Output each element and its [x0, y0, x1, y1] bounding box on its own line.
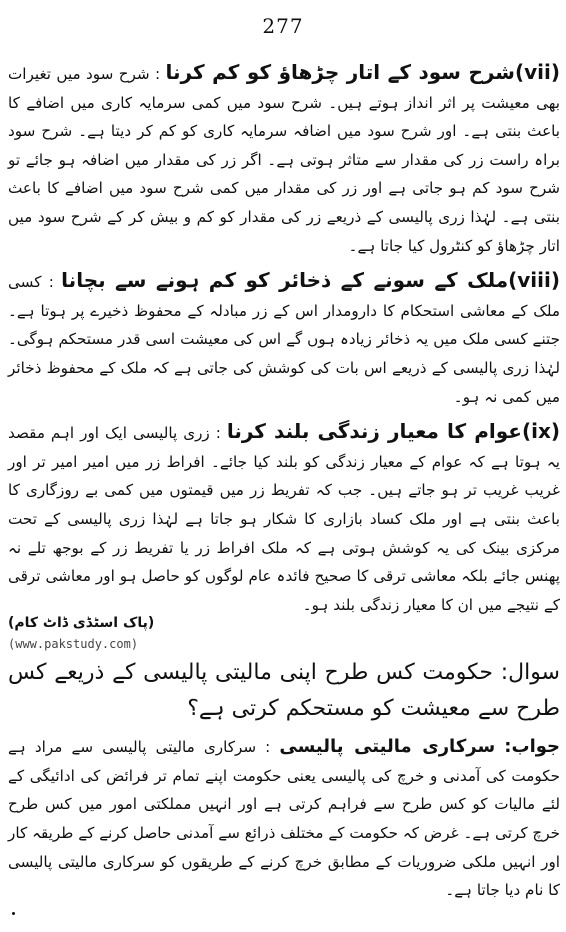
section-body: کسی ملک کے معاشی استحکام کا دارومدار اس کے زر مبادلہ کے محفوظ ذخیرے پر ہوتا ہے۔ جتنے کسی ملک میں یہ ذخائر زیادہ ہوں گے اس کی معیشت اسی قدر مستحکم ہوگی۔ لہٰذا زری پالیسی کے ذریعے اس بات کی کوشش کی جاتی ہے کہ ملک کے محفوظ ذخائر میں کمی نہ ہو۔ — [8, 273, 560, 406]
section-vii — [8, 58, 560, 260]
section-viii — [8, 266, 560, 411]
answer-body: سرکاری مالیتی پالیسی سے مراد ہے حکومت کی آمدنی و خرچ کی پالیسی یعنی حکومت اپنے تمام تر فرائض کی ادائیگی کے لئے مالیات کو کس طرح سے فراہم کرتی ہے اور انہیں مملکتی امور میں کس طرح خرچ کرتی ہے۔ غرض کہ حکومت کے مختلف ذرائع سے آمدنی حاصل کرنے کے طریقہ کار اور انہیں ملکی ضروریات کے مطابق خرچ کرنے کے طریقوں کو سرکاری مالیتی پالیسی کا نام دیا جاتا ہے۔ — [8, 738, 560, 900]
page-dot — [12, 912, 15, 915]
section-ix — [8, 417, 560, 631]
section-heading — [227, 419, 560, 443]
section-number: (ix) — [521, 419, 561, 444]
source-tag: (پاک اسٹڈی ڈاٹ کام) — [8, 615, 155, 632]
section-heading — [61, 268, 560, 292]
section-paragraph — [8, 417, 560, 619]
question — [8, 655, 560, 727]
section-heading-text: عوام کا معیار زندگی بلند کرنا — [226, 419, 522, 444]
answer-colon: : — [256, 738, 271, 757]
answer-heading: سرکاری مالیتی پالیسی — [279, 736, 496, 758]
section-colon: : — [41, 273, 54, 292]
section-colon: : — [149, 65, 161, 83]
section-paragraph — [8, 58, 560, 260]
section-number: (viii) — [508, 268, 561, 293]
section-heading — [166, 60, 561, 84]
section-heading-text: شرح سود کے اتار چڑھاؤ کو کم کرنا — [165, 60, 515, 84]
section-body: زری پالیسی ایک اور اہم مقصد یہ ہوتا ہے کہ عوام کے معیار زندگی کو بلند کیا جائے۔ افراط زر میں امیر امیر تر اور غریب غریب تر ہو جاتے ہیں۔ جب کہ تفریط زر میں قیمتوں میں کمی بے روزگاری کا باعث بنتی ہے اور ملک کساد بازاری کا شکار ہو جاتا ہے لہٰذا زری پالیسی کے تحت مرکزی بینک کی یہ کوشش ہوتی ہے کہ ملک افراط زر یا تفریط زر کے بوجھ تلے نہ پھنس جائے بلکہ معاشی ترقی کا صحیح فائدہ عام لوگوں کو حاصل ہو اور معاشی ترقی کے نتیجے میں ان کا معیار زندگی بلند ہو۔ — [8, 424, 560, 614]
question-label: سوال: — [500, 660, 560, 686]
page-number: 277 — [262, 14, 304, 38]
section-paragraph — [8, 266, 560, 411]
watermark-url: (www.pakstudy.com) — [8, 637, 139, 652]
section-number: (vii) — [514, 60, 561, 84]
section-body: شرح سود میں تغیرات بھی معیشت پر اثر انداز ہوتے ہیں۔ شرح سود میں کمی سرمایہ کاری میں اضافے کا باعث بنتی ہے۔ اور شرح سود میں اضافہ سرمایہ کاری کو کم کر دیتا ہے۔ شرح سود براہ راست زر کی مقدار سے متاثر ہوتی ہے۔ اگر زر کی مقدار میں اضافہ ہو جائے تو شرح سود کم ہو جاتی ہے اور زر کی مقدار میں کمی شرح سود میں اضافے کا باعث بنتی ہے۔ لہٰذا زری پالیسی کے ذریعے زر کی مقدار کو کم و بیش کر کے شرح سود میں اتار چڑھاؤ کو کنٹرول کیا جاتا ہے۔ — [8, 65, 560, 255]
section-heading-text: ملک کے سونے کے ذخائر کو کم ہونے سے بچانا — [61, 268, 509, 293]
answer — [8, 733, 560, 905]
answer-label: جواب: — [504, 736, 561, 758]
question-text: حکومت کس طرح اپنی مالیتی پالیسی کے ذریعے کس طرح سے معیشت کو مستحکم کرتی ہے؟ — [8, 660, 560, 722]
page-content — [8, 58, 560, 905]
section-colon: : — [209, 424, 221, 443]
